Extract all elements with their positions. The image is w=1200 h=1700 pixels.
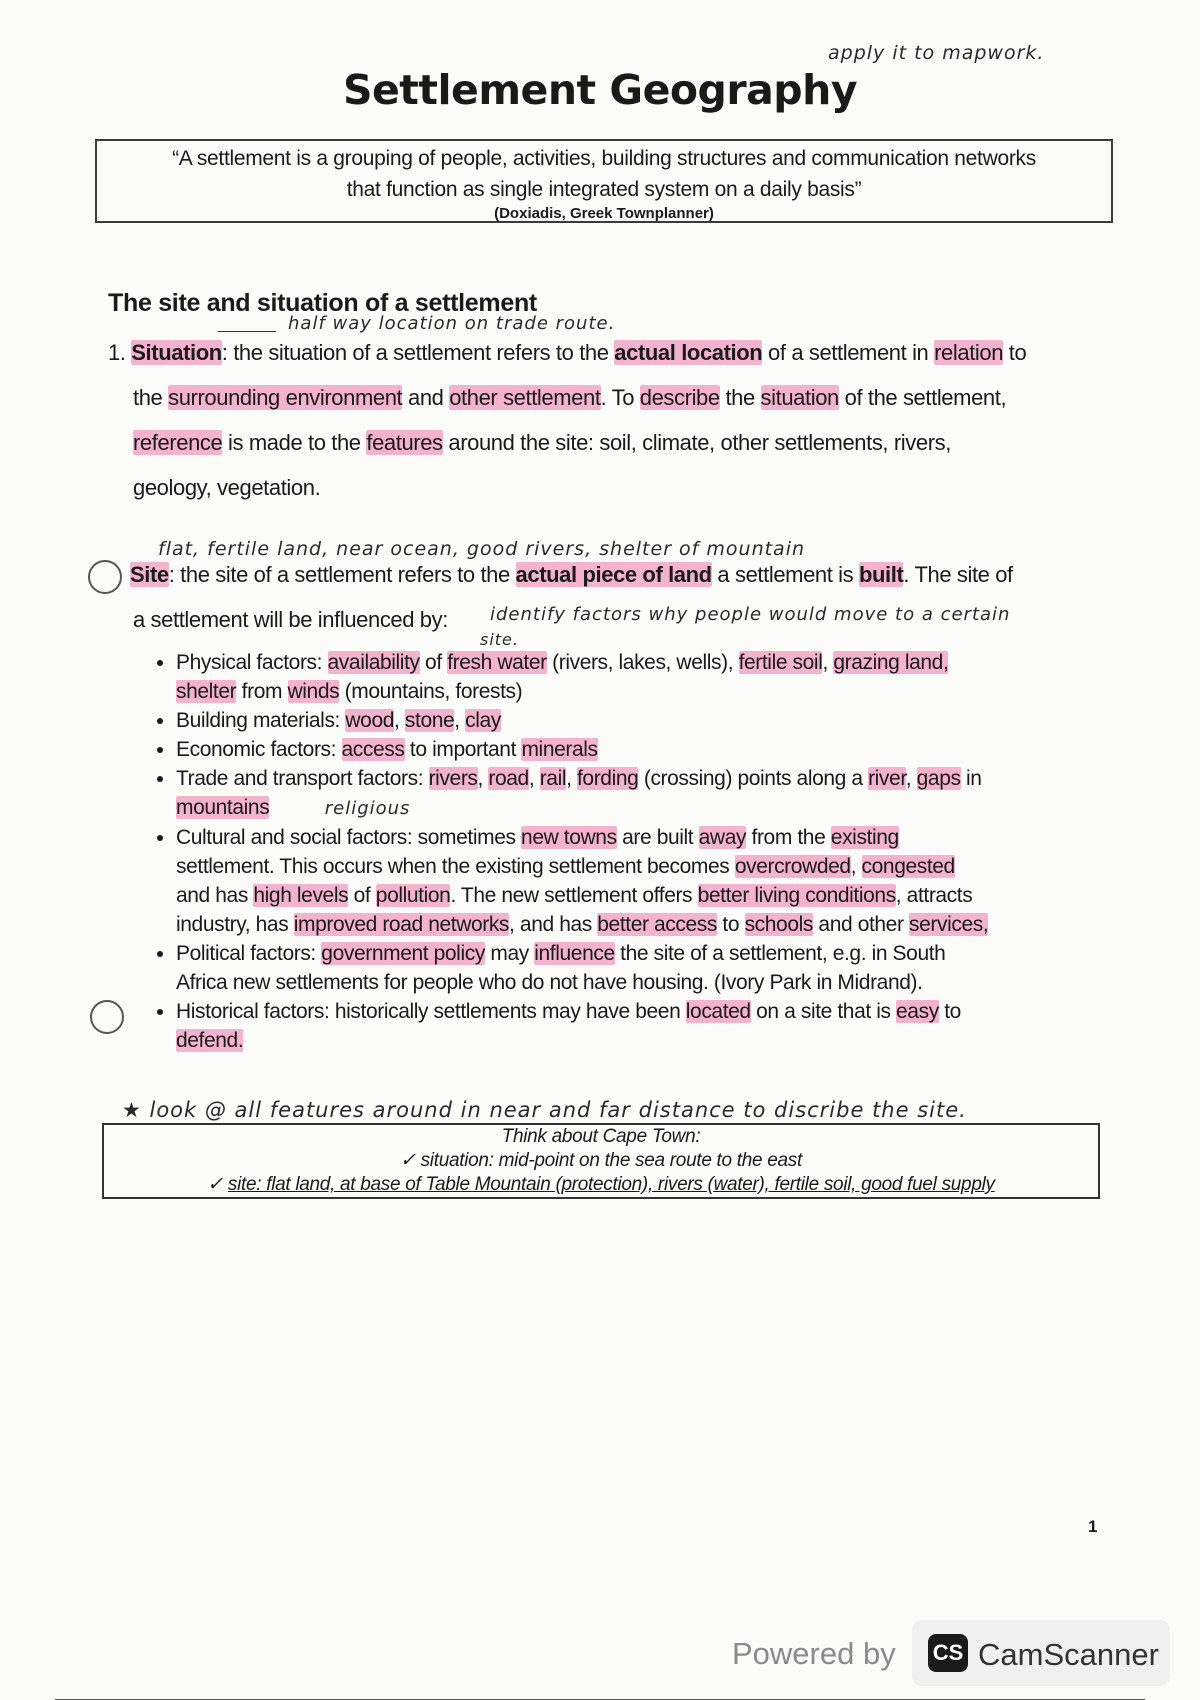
handwritten-note-mapwork: apply it to mapwork. — [828, 42, 1045, 64]
highlighted-text: schools — [744, 913, 813, 936]
cape-town-box — [102, 1123, 1100, 1199]
text-run: Building materials: — [176, 709, 346, 732]
text-run: , — [454, 709, 466, 732]
text-run: of a settlement in — [762, 340, 935, 365]
highlighted-text: away — [698, 826, 747, 849]
checkmark-icon: ✓ — [400, 1150, 416, 1171]
handwritten-note-religious: religious — [324, 798, 411, 819]
highlighted-text: features — [366, 430, 443, 455]
highlighted-text: fertile soil — [738, 651, 823, 674]
text-run: situation: mid-point on the sea route to the east — [420, 1150, 802, 1171]
situation-line-3 — [133, 430, 951, 456]
handwritten-note-identify: identify factors why people would move to a certain — [490, 604, 1011, 625]
text-run: to — [938, 1000, 961, 1023]
highlighted-text: located — [685, 1000, 751, 1023]
list-item — [176, 648, 1126, 706]
highlighted-text: better living conditions — [697, 884, 896, 907]
list-item — [176, 706, 1126, 735]
text-run: site: flat land, at base of Table Mountain (protection), rivers (water), fertile soil, good fuel supply — [227, 1174, 995, 1195]
hole-punch-circle — [90, 1000, 124, 1034]
text-run: Trade and transport factors: — [176, 767, 429, 790]
list-item — [176, 997, 1126, 1055]
highlighted-text: wood — [345, 709, 395, 732]
highlighted-text: government policy — [321, 942, 485, 965]
text-run: to — [1003, 340, 1027, 365]
list-number: 1. — [108, 340, 126, 365]
highlighted-text: easy — [896, 1000, 939, 1023]
text-run: : the situation of a settlement refers to the — [221, 340, 615, 365]
text-run: to — [716, 913, 745, 936]
quote-text-line-1: “A settlement is a grouping of people, activities, building structures and communication networks — [172, 147, 1036, 170]
highlighted-text: grazing land, — [833, 651, 949, 674]
text-run: Cultural and social factors: sometimes — [176, 826, 522, 849]
text-run: , — [850, 855, 862, 878]
highlighted-text: improved road networks — [293, 913, 510, 936]
highlighted-text: gaps — [916, 767, 961, 790]
hole-punch-circle — [88, 560, 122, 594]
text-run: , and has — [509, 913, 598, 936]
text-run: on a site that is — [750, 1000, 897, 1023]
highlighted-text: overcrowded — [734, 855, 851, 878]
text-run: and has — [176, 884, 254, 907]
camscanner-logo-icon: CS — [928, 1634, 968, 1672]
highlighted-text: describe — [639, 385, 720, 410]
text-run: from the — [746, 826, 831, 849]
highlighted-text: high levels — [253, 884, 349, 907]
situation-term: Situation — [131, 340, 222, 365]
text-run: : the site of a settlement refers to the — [168, 562, 516, 587]
highlighted-text: availability — [327, 651, 420, 674]
text-run: , — [905, 767, 917, 790]
text-run: , attracts — [895, 884, 973, 907]
text-run: the site of a settlement, e.g. in South — [614, 942, 946, 965]
site-line-1 — [130, 562, 1013, 588]
situation-line-4: geology, vegetation. — [133, 475, 321, 500]
text-run: , — [477, 767, 489, 790]
text-run: and other — [812, 913, 909, 936]
text-run: to important — [404, 738, 522, 761]
text-run: (mountains, forests) — [339, 680, 523, 703]
highlighted-text: reference — [133, 430, 223, 455]
list-item — [176, 939, 1126, 997]
handwritten-note-site-word: site. — [480, 630, 519, 649]
text-run: are built — [616, 826, 699, 849]
list-item — [176, 735, 1126, 764]
highlighted-text: relation — [934, 340, 1004, 365]
definition-quote-box — [95, 139, 1113, 223]
list-item — [176, 764, 1126, 823]
text-run: may — [484, 942, 535, 965]
text-run: of — [348, 884, 376, 907]
highlighted-text: new towns — [521, 826, 617, 849]
text-run: Political factors: — [176, 942, 322, 965]
list-item — [176, 823, 1126, 939]
text-run: Economic factors: — [176, 738, 342, 761]
site-line-2: a settlement will be influenced by: — [133, 607, 448, 632]
highlighted-text: minerals — [521, 738, 598, 761]
highlighted-text: fording — [577, 767, 639, 790]
quote-citation: (Doxiadis, Greek Townplanner) — [494, 205, 714, 222]
text-run: Africa new settlements for people who do not have housing. (Ivory Park in Midrand). — [176, 971, 923, 994]
handwritten-note-look: ★ look @ all features around in near and far distance to discribe the site. — [122, 1098, 967, 1122]
quote-text-line-2: that function as single integrated system on a daily basis” — [346, 178, 862, 201]
highlighted-text: existing — [830, 826, 899, 849]
handwritten-note-situation: half way location on trade route. — [288, 313, 616, 334]
site-term: Site — [130, 562, 169, 587]
highlighted-text: rivers — [428, 767, 478, 790]
text-run: from — [236, 680, 288, 703]
text-run: . The site of — [903, 562, 1013, 587]
text-run: (rivers, lakes, wells), — [546, 651, 739, 674]
handwritten-note-site: flat, fertile land, near ocean, good rivers, shelter of mountain — [158, 538, 806, 560]
cape-town-heading: Think about Cape Town: — [501, 1126, 701, 1147]
text-run: , — [822, 651, 834, 674]
text-run: , — [394, 709, 405, 732]
section-heading: The site and situation of a settlement — [108, 289, 537, 317]
text-run: Physical factors: — [176, 651, 328, 674]
text-run: . The new settlement offers — [450, 884, 698, 907]
highlighted-text: actual piece of land — [515, 562, 712, 587]
powered-by-label: Powered by — [732, 1636, 896, 1671]
highlighted-text: pollution — [375, 884, 451, 907]
cape-town-situation — [104, 1149, 1098, 1173]
highlighted-text: river — [868, 767, 906, 790]
text-run: of — [419, 651, 448, 674]
highlighted-text: defend. — [176, 1029, 244, 1052]
text-run: industry, has — [176, 913, 294, 936]
highlighted-text: road — [488, 767, 529, 790]
text-run: Historical factors: historically settlements may have been — [176, 1000, 686, 1023]
text-run: the — [133, 385, 169, 410]
text-run: of the settlement, — [838, 385, 1007, 410]
text-run: the — [719, 385, 761, 410]
highlighted-text: influence — [534, 942, 615, 965]
highlighted-text: other settlement — [449, 385, 601, 410]
text-run: , — [566, 767, 577, 790]
text-run: around the site: soil, climate, other settlements, rivers, — [442, 430, 951, 455]
factors-list — [148, 648, 1126, 1055]
highlighted-text: built — [858, 562, 904, 587]
handwritten-arrow — [218, 331, 276, 332]
highlighted-text: fresh water — [447, 651, 547, 674]
text-run: is made to the — [222, 430, 367, 455]
highlighted-text: access — [341, 738, 405, 761]
highlighted-text: better access — [597, 913, 717, 936]
text-run: settlement. This occurs when the existing settlement becomes — [176, 855, 735, 878]
highlighted-text: services, — [909, 913, 989, 936]
situation-line-2 — [133, 385, 1006, 411]
highlighted-text: actual location — [614, 340, 763, 365]
situation-line-1 — [108, 340, 1026, 366]
highlighted-text: stone — [404, 709, 455, 732]
highlighted-text: clay — [465, 709, 501, 732]
cape-town-site — [104, 1173, 1098, 1197]
text-run: . To — [600, 385, 640, 410]
highlighted-text: rail — [539, 767, 567, 790]
text-run: a settlement is — [711, 562, 859, 587]
checkmark-icon: ✓ — [207, 1174, 223, 1195]
camscanner-brand: CamScanner — [978, 1637, 1159, 1672]
page-title: Settlement Geography — [342, 66, 858, 114]
highlighted-text: situation — [760, 385, 839, 410]
highlighted-text: mountains — [176, 796, 270, 819]
highlighted-text: winds — [287, 680, 340, 703]
text-run: in — [960, 767, 982, 790]
highlighted-text: surrounding environment — [168, 385, 403, 410]
text-run: and — [402, 385, 450, 410]
text-run: , — [528, 767, 540, 790]
highlighted-text: congested — [861, 855, 955, 878]
highlighted-text: shelter — [176, 680, 237, 703]
page-number: 1 — [1088, 1517, 1098, 1536]
text-run: (crossing) points along a — [638, 767, 869, 790]
